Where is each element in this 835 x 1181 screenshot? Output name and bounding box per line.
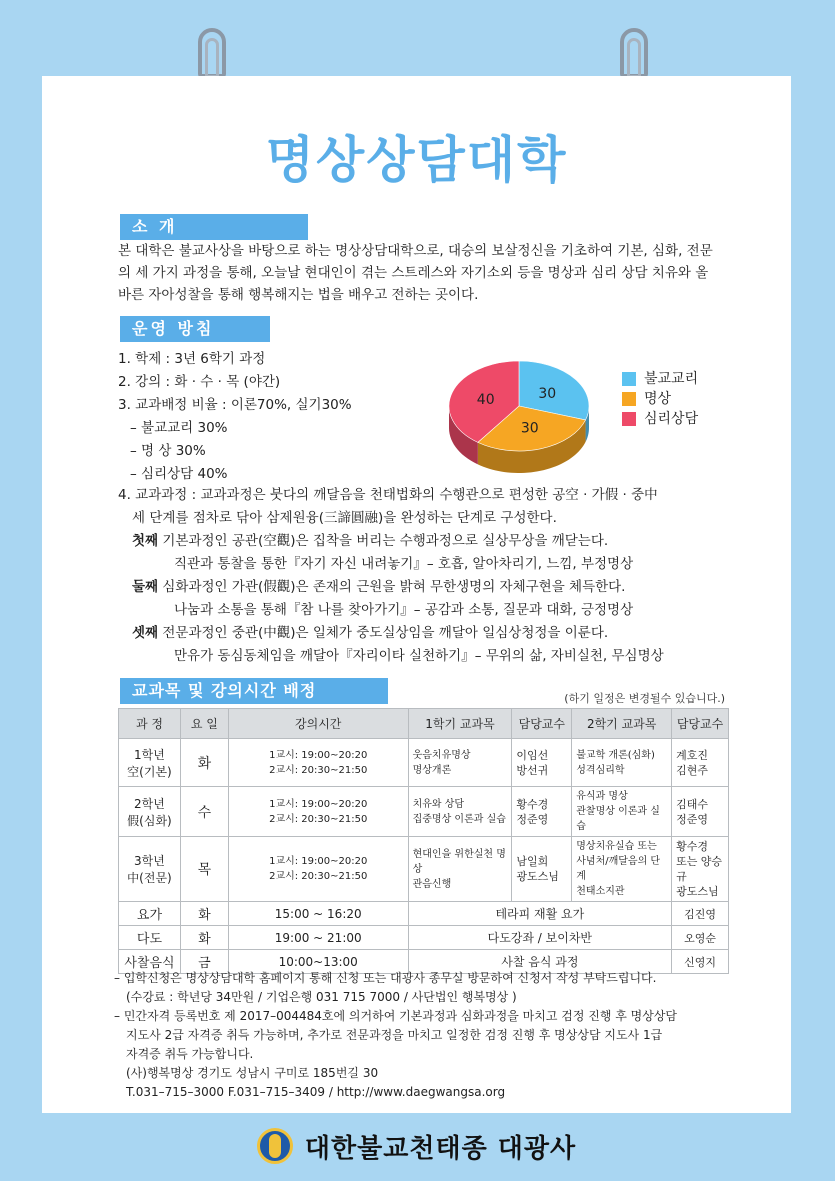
column-header: 담당교수 [512, 709, 572, 739]
legend-swatch [622, 412, 636, 426]
subject-cell: 다도강좌 / 보이차반 [408, 926, 671, 950]
table-row [119, 837, 729, 902]
professor-cell: 이임선 방선귀 [512, 739, 572, 787]
column-header: 담당교수 [672, 709, 729, 739]
professor-cell: 황수경 또는 양승규 광도스님 [672, 837, 729, 902]
subject-cell: 현대인을 위한실천 명상 관음신행 [408, 837, 512, 902]
day-cell: 목 [180, 837, 228, 902]
course-cell: 사찰음식 [119, 950, 181, 974]
stage-label: 첫째 [132, 533, 159, 549]
course-cell: 다도 [119, 926, 181, 950]
column-header: 강의시간 [228, 709, 408, 739]
column-header: 1학기 교과목 [408, 709, 512, 739]
time-cell: 1교시: 19:00~20:20 2교시: 20:30~21:50 [228, 837, 408, 902]
subject-cell: 치유와 상담 집중명상 이론과 실습 [408, 787, 512, 837]
table-row [119, 926, 729, 950]
course-cell: 1학년 空(기본) [119, 739, 181, 787]
professor-cell: 황수경 정준영 [512, 787, 572, 837]
footer [42, 1126, 791, 1166]
policy-item: 3. 교과배정 비율 : 이론70%, 실기30% [118, 397, 352, 413]
legend-item [622, 389, 698, 409]
column-header: 요 일 [180, 709, 228, 739]
legend-swatch [622, 372, 636, 386]
note-line: 지도사 2급 자격증 취득 가능하며, 추가로 전문과정을 마치고 일정한 검정 진행 후 명상상담 지도사 1급 [126, 1028, 663, 1042]
stage-label: 둘째 [132, 579, 159, 595]
legend-label: 심리상담 [644, 411, 699, 427]
table-row [119, 902, 729, 926]
stage-text: 전문과정인 중관(中觀)은 일체가 중도실상임을 깨달아 일심상청정을 이룬다. [158, 625, 609, 641]
table-header-row [119, 709, 729, 739]
schedule-table [118, 708, 729, 974]
stage-label: 셋째 [132, 625, 159, 641]
subject-cell: 웃음치유명상 명상개론 [408, 739, 512, 787]
address-line: (사)행복명상 경기도 성남시 구미로 185번길 30 [126, 1066, 379, 1080]
legend-item [622, 369, 698, 389]
stage-text: 심화과정인 가관(假觀)은 존재의 근원을 밝혀 무한생명의 자체구현을 체득한다. [158, 579, 626, 595]
course-cell: 2학년 假(심화) [119, 787, 181, 837]
professor-cell: 남일희 광도스님 [512, 837, 572, 902]
policy-item: 2. 강의 : 화 · 수 · 목 (야간) [118, 374, 281, 390]
curriculum-line: 4. 교과과정 : 교과과정은 붓다의 깨달음을 천태법화의 수행관으로 편성한 공空 · 가假 · 중中 [118, 487, 658, 503]
subject-cell: 사찰 음식 과정 [408, 950, 671, 974]
note-line: – 입학신청은 명상상담대학 홈페이지 통해 신청 또는 대광사 종무실 방문하여 신청서 작성 부탁드립니다. [114, 971, 657, 985]
time-cell: 1교시: 19:00~20:20 2교시: 20:30~21:50 [228, 739, 408, 787]
day-cell: 화 [180, 902, 228, 926]
paper-sheet [42, 76, 791, 1164]
course-cell: 3학년 中(전문) [119, 837, 181, 902]
page-title: 명상상담대학 [265, 131, 568, 189]
stage-detail: 직관과 통찰을 통한『자기 자신 내려놓기』– 호흡, 알아차리기, 느낌, 부정명상 [174, 556, 634, 572]
section-schedule-heading: 교과목 및 강의시간 배정 [120, 678, 388, 704]
note-line: (수강료 : 학년당 34만원 / 기업은행 031 715 7000 / 사단법인 행복명상 ) [126, 990, 517, 1004]
stage-detail: 만유가 동심동체임을 깨달아『자리이타 실천하기』– 무위의 삶, 자비실천, 무심명상 [174, 648, 664, 664]
organization-name: 대한불교천태종 대광사 [304, 1133, 577, 1164]
pie-data-label-2: 40 [476, 392, 495, 409]
legend-swatch [622, 392, 636, 406]
note-line: – 민간자격 등록번호 제 2017–004484호에 의거하여 기본과정과 심화과정을 마치고 검정 진행 후 명상상담 [114, 1009, 678, 1023]
note-line: 자격증 취득 가능합니다. [126, 1047, 254, 1061]
professor-cell: 오영순 [672, 926, 729, 950]
subject-cell: 명상치유실습 또는 사념처/깨달음의 단계 천태소지관 [572, 837, 672, 902]
policy-sub-item: – 심리상담 40% [130, 466, 228, 482]
policy-sub-item: – 불교교리 30% [130, 420, 228, 436]
section-policy-heading: 운영 방침 [120, 316, 270, 342]
table-row [119, 739, 729, 787]
day-cell: 화 [180, 926, 228, 950]
time-cell: 1교시: 19:00~20:20 2교시: 20:30~21:50 [228, 787, 408, 837]
temple-logo-icon [257, 1128, 293, 1164]
table-row [119, 787, 729, 837]
time-cell: 15:00 ~ 16:20 [228, 902, 408, 926]
intro-text: 본 대학은 불교사상을 바탕으로 하는 명상상담대학으로, 대승의 보살정신을 기초하여 기본, 심화, 전문의 세 가지 과정을 통해, 오늘날 현대인이 겪는 스트레스와 자기소외 등을 명상과 심리 상담 치유와 올바른 자아성찰을 통해 행복해지는 법을 배우고 전하는 곳이다. [118, 243, 713, 303]
stage-text: 기본과정인 공관(空觀)은 집착을 버리는 수행과정으로 실상무상을 깨닫는다. [158, 533, 609, 549]
column-header: 2학기 교과목 [572, 709, 672, 739]
notes-block [114, 969, 754, 1102]
chart-legend [622, 369, 698, 429]
subject-cell: 불교학 개론(심화) 성격심리학 [572, 739, 672, 787]
contact-line: T.031–715–3000 F.031–715–3409 / http://www.daegwangsa.org [126, 1085, 506, 1099]
legend-label: 불교교리 [644, 371, 699, 387]
policy-item: 1. 학제 : 3년 6학기 과정 [118, 351, 266, 367]
legend-label: 명상 [644, 391, 672, 407]
column-header: 과 정 [119, 709, 181, 739]
pie-data-label-0: 30 [538, 385, 557, 402]
time-cell: 10:00~13:00 [228, 950, 408, 974]
course-cell: 요가 [119, 902, 181, 926]
schedule-change-note: (하기 일정은 변경될수 있습니다.) [564, 692, 725, 705]
pie-data-label-1: 30 [520, 420, 539, 437]
curriculum-line: 세 단계를 점차로 닦아 삼제원융(三諦圓融)을 완성하는 단계로 구성한다. [132, 510, 557, 526]
day-cell: 수 [180, 787, 228, 837]
professor-cell: 김태수 정준영 [672, 787, 729, 837]
professor-cell: 김진영 [672, 902, 729, 926]
day-cell: 금 [180, 950, 228, 974]
time-cell: 19:00 ~ 21:00 [228, 926, 408, 950]
legend-item [622, 409, 698, 429]
subject-cell: 테라피 재활 요가 [408, 902, 671, 926]
day-cell: 화 [180, 739, 228, 787]
stage-detail: 나눔과 소통을 통해『참 나를 찾아가기』– 공감과 소통, 질문과 대화, 긍정명상 [174, 602, 634, 618]
ratio-pie-chart [444, 354, 594, 474]
professor-cell: 신영지 [672, 950, 729, 974]
section-intro-heading: 소 개 [120, 214, 308, 240]
subject-cell: 유식과 명상 관찰명상 이론과 실습 [572, 787, 672, 837]
policy-list [118, 348, 352, 486]
professor-cell: 계호진 김현주 [672, 739, 729, 787]
curriculum-text [118, 484, 738, 668]
policy-sub-item: – 명 상 30% [130, 443, 206, 459]
